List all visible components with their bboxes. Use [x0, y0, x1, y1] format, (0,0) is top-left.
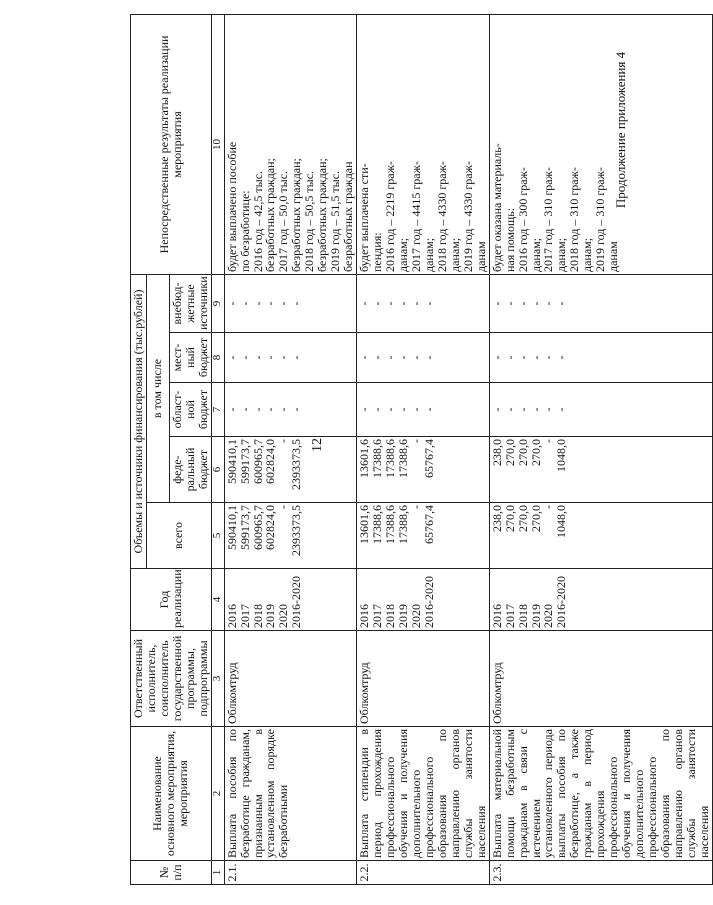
header-period: Год реализации [131, 569, 212, 631]
regional-amount-line: - [237, 407, 252, 412]
federal-amount-line: 590410,1 [224, 439, 239, 484]
result-text-line: 2017 год – 4415 граж- [408, 161, 423, 272]
column-number: 7 [211, 383, 224, 437]
regional-amount-line: - [289, 407, 304, 412]
measure-name: Выплата материальной помощи безработным гражданам в связи с истечением установленного периода выплаты пособия по безработице, а также гражданам в период прохождения профессионального обучения и получения дополнительного профессионального образования по направлению органов службы занятости населения [489, 727, 712, 861]
years-line: 2016-2020 [289, 576, 304, 628]
total-amount-line: 270,0 [528, 505, 543, 532]
federal-amount-line: 238,0 [489, 439, 504, 466]
years-line: 2017 [370, 604, 385, 628]
column-number: 9 [211, 275, 224, 333]
header-funding: Объемы и источники финансирования (тыс.рублей) [131, 275, 147, 569]
federal-amount-line: 270,0 [528, 439, 543, 466]
local-amount-line: - [554, 355, 569, 360]
header-results: Непосредственные результаты реализации мероприятия [131, 15, 212, 275]
local-amount [357, 333, 490, 383]
page-number: 12 [310, 438, 325, 452]
federal-amount-line: 1048,0 [554, 439, 569, 472]
header-local: мест-ный бюджет [169, 333, 211, 383]
total-amount [224, 503, 357, 569]
local-amount [224, 333, 357, 383]
total-amount-line: 13601,6 [357, 505, 372, 544]
offbudget-amount-line: - [383, 301, 398, 306]
result-text-line: 2019 год – 310 граж- [593, 167, 608, 272]
local-amount-line: - [528, 355, 543, 360]
offbudget-amount-line: - [276, 301, 291, 306]
row-number: 2.1. [224, 861, 357, 885]
regional-amount-line: - [554, 407, 569, 412]
result-text-line: 2016 год – 2219 граж- [383, 161, 398, 272]
header-regional: област-ной бюджет [169, 383, 211, 437]
total-amount-line: 17388,6 [370, 505, 385, 544]
result-text-line: будет выплачена сти- [357, 163, 372, 272]
result-text-line: безработных граждан; [315, 158, 330, 272]
result-text-line: данам; [528, 237, 543, 272]
years-line: 2019 [395, 604, 410, 628]
result-text-line: данам; [580, 237, 595, 272]
result-text-line: 2017 год – 50,0 тыс. [276, 170, 291, 272]
local-amount-line: - [502, 355, 517, 360]
regional-amount-line: - [408, 407, 423, 412]
years-line: 2016 [489, 604, 504, 628]
header-offbudget: внебюд-жетные источники [169, 275, 211, 333]
regional-amount-line: - [421, 407, 436, 412]
regional-amount-line: - [276, 407, 291, 412]
years [357, 569, 490, 631]
regional-amount-line: - [515, 407, 530, 412]
total-amount [357, 503, 490, 569]
federal-amount-line: - [541, 439, 556, 443]
total-amount-line: 599173,7 [237, 505, 252, 550]
regional-amount [489, 383, 712, 437]
header-executor: Ответственный исполнитель, соисполнитель государственной программы, подпрограммы [131, 631, 212, 727]
result-text-line: безработных граждан [341, 161, 356, 272]
total-amount-line: 590410,1 [224, 505, 239, 550]
header-total: всего [146, 503, 211, 569]
result-text-line: безработных граждан; [263, 158, 278, 272]
federal-amount-line: - [276, 439, 291, 443]
column-number: 10 [211, 15, 224, 275]
result-text-line: безработных граждан; [289, 158, 304, 272]
federal-amount-line: - [408, 439, 423, 443]
table-row [357, 15, 490, 885]
years-line: 2018 [250, 604, 265, 628]
years-line: 2019 [263, 604, 278, 628]
offbudget-amount-line: - [289, 301, 304, 306]
regional-amount-line: - [395, 407, 410, 412]
local-amount-line: - [395, 355, 410, 360]
local-amount-line: - [383, 355, 398, 360]
regional-amount-line: - [250, 407, 265, 412]
result-text-line: 2016 год – 42,5 тыс. [250, 170, 265, 272]
local-amount-line: - [237, 355, 252, 360]
federal-amount-line: 17388,6 [383, 439, 398, 478]
offbudget-amount-line: - [395, 301, 410, 306]
row-number: 2.3. [489, 861, 712, 885]
total-amount-line: 17388,6 [395, 505, 410, 544]
years-line: 2018 [515, 604, 530, 628]
total-amount [489, 503, 712, 569]
result-text-line: 2019 год – 51,5 тыс. [328, 170, 343, 272]
local-amount-line: - [263, 355, 278, 360]
local-amount-line: - [541, 355, 556, 360]
total-amount-line: 602824,0 [263, 505, 278, 550]
years [489, 569, 712, 631]
federal-amount-line: 600965,7 [250, 439, 265, 484]
offbudget-amount-line: - [528, 301, 543, 306]
result-text-line: 2018 год – 310 граж- [567, 167, 582, 272]
total-amount-line: 1048,0 [554, 505, 569, 538]
local-amount-line: - [357, 355, 372, 360]
federal-amount-line: 270,0 [502, 439, 517, 466]
column-number: 6 [211, 437, 224, 503]
table-body [224, 15, 712, 885]
offbudget-amount-line: - [421, 301, 436, 306]
regional-amount-line: - [224, 407, 239, 412]
local-amount [489, 333, 712, 383]
total-amount-line: 270,0 [515, 505, 530, 532]
offbudget-amount-line: - [502, 301, 517, 306]
total-amount-line: - [408, 505, 423, 509]
offbudget-amount-line: - [250, 301, 265, 306]
total-amount-line: 2393373,5 [289, 505, 304, 556]
total-amount-line: - [541, 505, 556, 509]
years-line: 2020 [408, 604, 423, 628]
years-line: 2016-2020 [421, 576, 436, 628]
federal-amount [224, 437, 357, 503]
total-amount-line: 17388,6 [383, 505, 398, 544]
total-amount-line: 65767,4 [421, 505, 436, 544]
result-text-line: данам; [447, 237, 462, 272]
local-amount-line: - [408, 355, 423, 360]
offbudget-amount [489, 275, 712, 333]
federal-amount-line: 17388,6 [395, 439, 410, 478]
regional-amount-line: - [263, 407, 278, 412]
federal-amount [357, 437, 490, 503]
regional-amount-line: - [541, 407, 556, 412]
column-number: 3 [211, 631, 224, 727]
result-text-line: 2017 год – 310 граж- [541, 167, 556, 272]
local-amount-line: - [421, 355, 436, 360]
years-line: 2020 [541, 604, 556, 628]
column-number: 1 [211, 861, 224, 885]
header-num: № п/п [131, 861, 212, 885]
column-number: 4 [211, 569, 224, 631]
federal-amount-line: 599173,7 [237, 439, 252, 484]
regional-amount [224, 383, 357, 437]
executor: Облкомтруд [489, 631, 712, 727]
result-text-line: данам [473, 241, 488, 272]
regional-amount-line: - [357, 407, 372, 412]
federal-amount-line: 270,0 [515, 439, 530, 466]
header-in-that-number: в том числе [146, 275, 169, 503]
local-amount-line: - [224, 355, 239, 360]
offbudget-amount-line: - [370, 301, 385, 306]
years-line: 2019 [528, 604, 543, 628]
result-text [357, 15, 490, 275]
offbudget-amount-line: - [357, 301, 372, 306]
offbudget-amount [224, 275, 357, 333]
offbudget-amount-line: - [408, 301, 423, 306]
federal-amount-line: 65767,4 [421, 439, 436, 478]
column-number: 8 [211, 333, 224, 383]
federal-amount-line: 602824,0 [263, 439, 278, 484]
federal-amount-line: 17388,6 [370, 439, 385, 478]
regional-amount-line: - [528, 407, 543, 412]
local-amount-line: - [289, 355, 304, 360]
local-amount-line: - [515, 355, 530, 360]
regional-amount-line: - [502, 407, 517, 412]
header-federal: феде-ральный бюджет [169, 437, 211, 503]
regional-amount-line: - [489, 407, 504, 412]
regional-amount [357, 383, 490, 437]
offbudget-amount-line: - [515, 301, 530, 306]
federal-amount-line: 2393373,5 [289, 439, 304, 490]
row-number: 2.2. [357, 861, 490, 885]
years-line: 2016 [224, 604, 239, 628]
result-text-line: данам [606, 241, 621, 272]
offbudget-amount-line: - [263, 301, 278, 306]
column-number: 2 [211, 727, 224, 861]
result-text [489, 15, 712, 275]
result-text-line: 2018 год – 50,5 тыс. [302, 170, 317, 272]
local-amount-line: - [276, 355, 291, 360]
local-amount-line: - [370, 355, 385, 360]
offbudget-amount-line: - [489, 301, 504, 306]
header-name: Наименование основного мероприятия, мероприятия [131, 727, 212, 861]
table-row [224, 15, 357, 885]
result-text-line: данам; [421, 237, 436, 272]
measure-name: Выплата пособия по безработице гражданам, признанным в установленном порядке безработными [224, 727, 357, 861]
result-text-line: 2016 год – 300 граж- [515, 167, 530, 272]
regional-amount-line: - [383, 407, 398, 412]
rotated-table-sheet [130, 15, 711, 885]
result-text-line: данам; [395, 237, 410, 272]
result-text-line: будет выплачено пособие [224, 141, 239, 272]
result-text-line: ная помощь: [502, 207, 517, 272]
federal-amount-line: 13601,6 [357, 439, 372, 478]
years-line: 2020 [276, 604, 291, 628]
offbudget-amount-line: - [224, 301, 239, 306]
years-line: 2018 [383, 604, 398, 628]
total-amount-line: 238,0 [489, 505, 504, 532]
result-text-line: данам; [554, 237, 569, 272]
result-text-line: 2018 год – 4330 граж- [434, 161, 449, 272]
total-amount-line: 600965,7 [250, 505, 265, 550]
table-row [489, 15, 712, 885]
offbudget-amount-line: - [541, 301, 556, 306]
years [224, 569, 357, 631]
offbudget-amount-line: - [237, 301, 252, 306]
local-amount-line: - [250, 355, 265, 360]
appendix-title: Продолжение приложения 4 [613, 51, 628, 209]
years-line: 2016 [357, 604, 372, 628]
result-text-line: по безработице: [237, 190, 252, 272]
result-text [224, 15, 357, 275]
result-text-line: 2019 год – 4330 граж- [460, 161, 475, 272]
years-line: 2017 [502, 604, 517, 628]
measure-name: Выплата стипендии в период прохождения профессионального обучения и получения дополнительного профессионального образования по направлению органов службы занятости населения [357, 727, 490, 861]
funding-table [130, 14, 713, 885]
column-number: 5 [211, 503, 224, 569]
offbudget-amount-line: - [554, 301, 569, 306]
offbudget-amount [357, 275, 490, 333]
years-line: 2016-2020 [554, 576, 569, 628]
total-amount-line: - [276, 505, 291, 509]
executor: Облкомтруд [224, 631, 357, 727]
federal-amount [489, 437, 712, 503]
result-text-line: будет оказана материаль- [489, 143, 504, 272]
result-text-line: пендия: [370, 232, 385, 272]
total-amount-line: 270,0 [502, 505, 517, 532]
local-amount-line: - [489, 355, 504, 360]
years-line: 2017 [237, 604, 252, 628]
regional-amount-line: - [370, 407, 385, 412]
executor: Облкомтруд [357, 631, 490, 727]
